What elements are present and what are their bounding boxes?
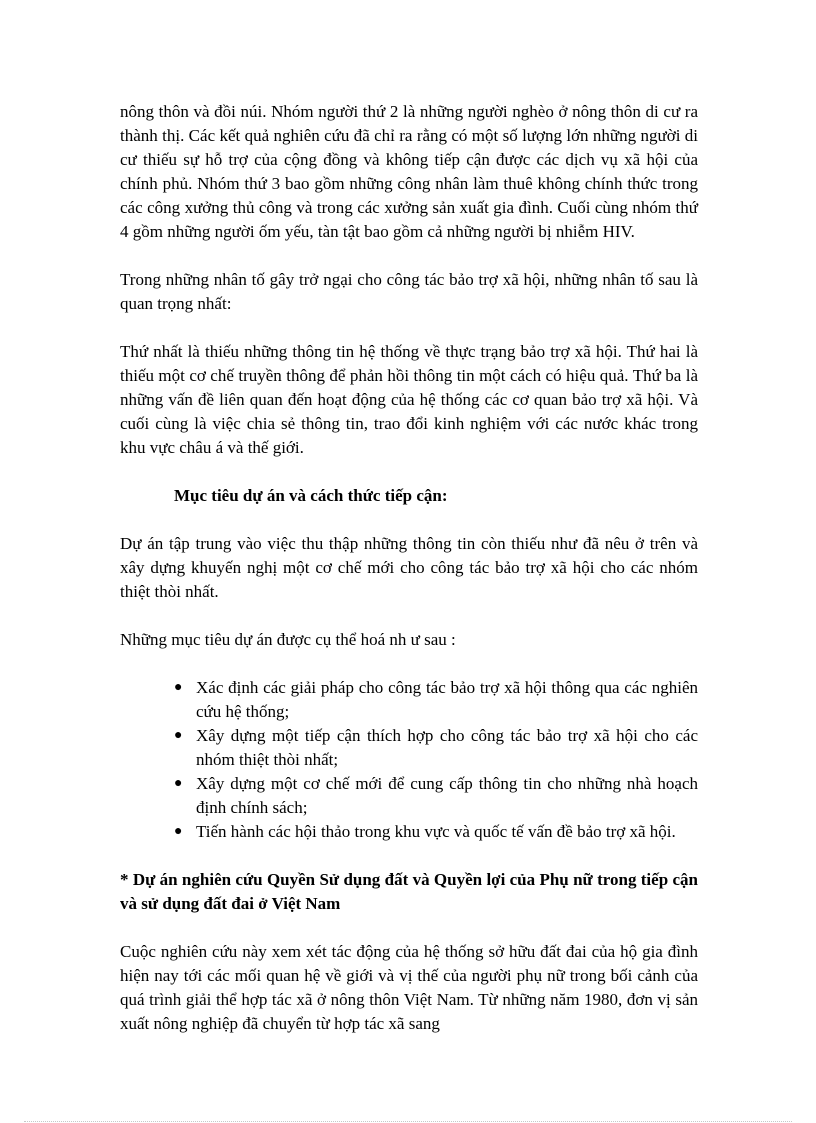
bullet-icon: ●: [174, 680, 183, 695]
project-land-rights-heading: * Dự án nghiên cứu Quyền Sử dụng đất và Quyền lợi của Phụ nữ trong tiếp cận và sử dụng đất đai ở Việt Nam: [120, 870, 698, 913]
section-heading-objectives: Mục tiêu dự án và cách thức tiếp cận:: [174, 486, 448, 505]
list-item: [174, 724, 698, 772]
list-item: [174, 772, 698, 820]
list-item-text: Xác định các giải pháp cho công tác bảo trợ xã hội thông qua các nghiên cứu hệ thống;: [196, 678, 698, 721]
paragraph-project-focus: Dự án tập trung vào việc thu thập những thông tin còn thiếu như đã nêu ở trên và xây dựng khuyến nghị một cơ chế mới cho công tác bảo trợ xã hội cho các nhóm thiệt thòi nhất.: [120, 534, 698, 601]
paragraph-land-research: Cuộc nghiên cứu này xem xét tác động của hệ thống sở hữu đất đai của hộ gia đình hiện nay tới các mối quan hệ về giới và vị thế của người phụ nữ trong bối cảnh của quá trình giải thể hợp tác xã ở nông thôn Việt Nam. Từ những năm 1980, đơn vị sản xuất nông nghiệp đã chuyển từ hợp tác xã sang: [120, 942, 698, 1033]
paragraph-vulnerable-groups: nông thôn và đồi núi. Nhóm người thứ 2 là những người nghèo ở nông thôn di cư ra thành thị. Các kết quả nghiên cứu đã chỉ ra rằng có một số lượng lớn những người di cư thiếu sự hỗ trợ của cộng đồng và không tiếp cận được các dịch vụ xã hội của chính phủ. Nhóm thứ 3 bao gồm những công nhân làm thuê không chính thức trong các công xưởng thủ công và trong các xưởng sản xuất gia đình. Cuối cùng nhóm thứ 4 gồm những người ốm yếu, tàn tật bao gồm cả những người bị nhiễm HIV.: [120, 102, 698, 241]
bullet-icon: ●: [174, 728, 183, 743]
page-bottom-divider: [24, 1121, 792, 1122]
list-item-text: Tiến hành các hội thảo trong khu vực và quốc tế vấn đề bảo trợ xã hội.: [196, 822, 676, 841]
list-item: [174, 676, 698, 724]
objectives-list: [120, 676, 698, 844]
paragraph-obstacles-list: Thứ nhất là thiếu những thông tin hệ thống về thực trạng bảo trợ xã hội. Thứ hai là thiếu một cơ chế truyền thông để phản hồi thông tin một cách có hiệu quả. Thứ ba là những vấn đề liên quan đến hoạt động của hệ thống các cơ quan bảo trợ xã hội. Và cuối cùng là việc chia sẻ thông tin, trao đổi kinh nghiệm với các nước khác trong khu vực châu á và thế giới.: [120, 342, 698, 457]
bullet-icon: ●: [174, 824, 183, 839]
paragraph-objectives-intro: Những mục tiêu dự án được cụ thể hoá nh ư sau :: [120, 630, 456, 649]
list-item-text: Xây dựng một cơ chế mới để cung cấp thông tin cho những nhà hoạch định chính sách;: [196, 774, 698, 817]
document-page: [120, 100, 698, 1060]
list-item-text: Xây dựng một tiếp cận thích hợp cho công tác bảo trợ xã hội cho các nhóm thiệt thòi nhất;: [196, 726, 698, 769]
paragraph-obstacles-intro: Trong những nhân tố gây trở ngại cho công tác bảo trợ xã hội, những nhân tố sau là quan trọng nhất:: [120, 270, 698, 313]
list-item: [174, 820, 698, 844]
bullet-icon: ●: [174, 776, 183, 791]
